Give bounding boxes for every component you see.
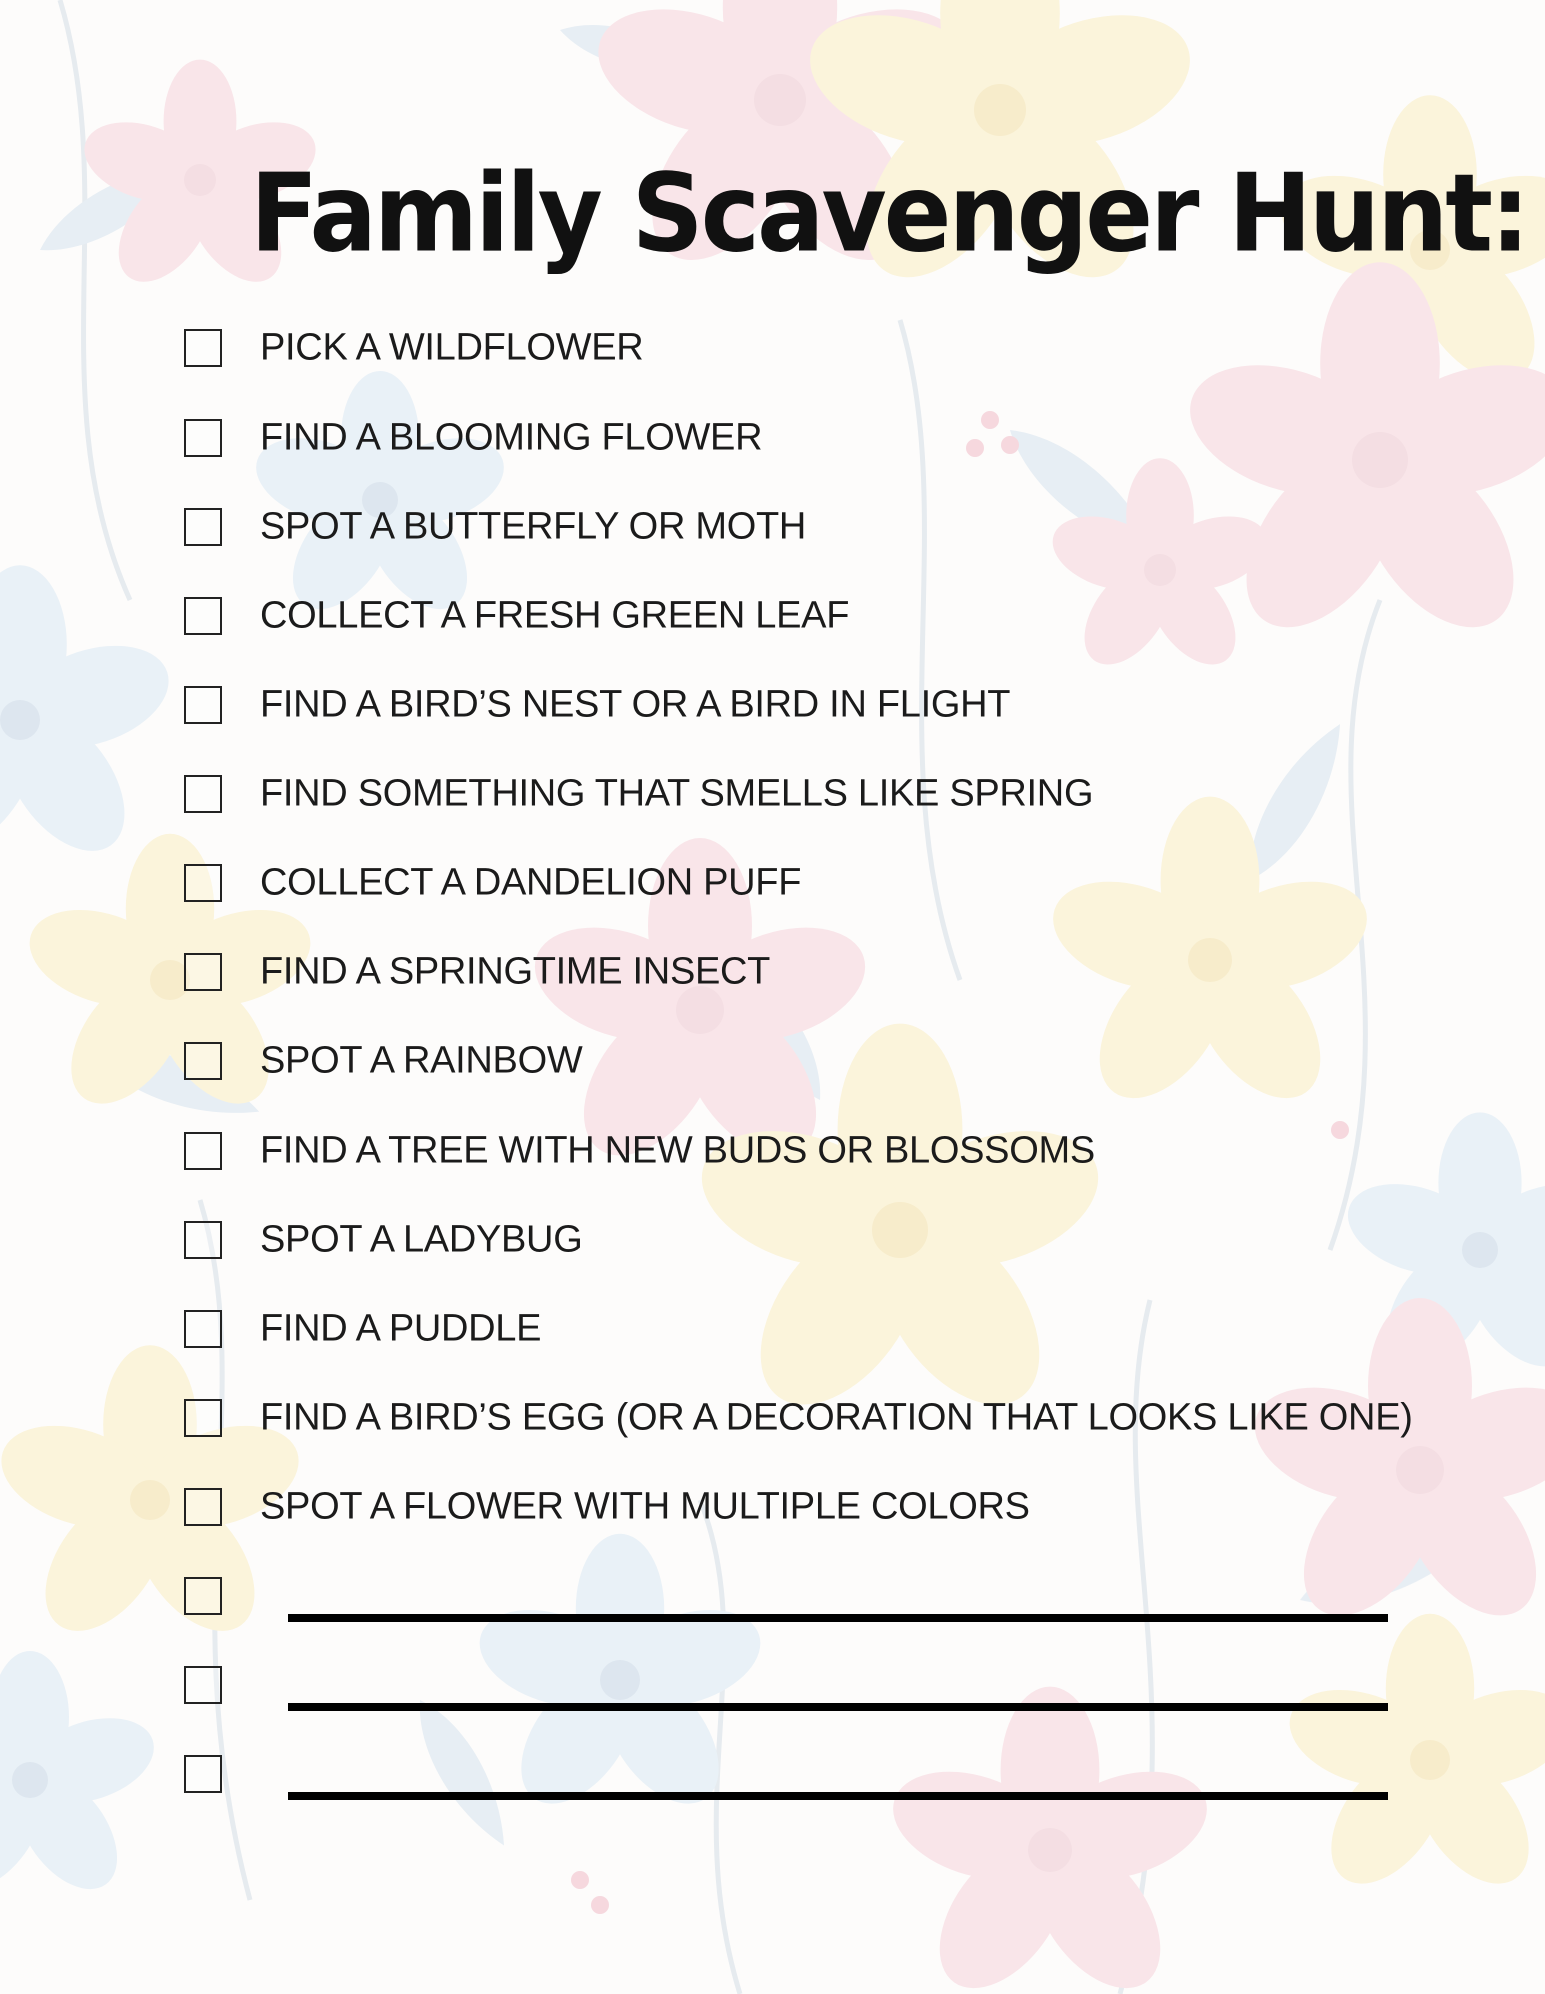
checklist-item-label: SPOT A RAINBOW	[260, 1039, 583, 1082]
checklist-item[interactable]	[184, 416, 763, 460]
checkbox[interactable]	[184, 953, 222, 991]
checklist-item-label: PICK A WILDFLOWER	[260, 326, 644, 369]
write-in-line[interactable]	[288, 1792, 1388, 1800]
checklist-item[interactable]	[184, 1129, 1095, 1173]
write-in-line[interactable]	[288, 1703, 1388, 1711]
checklist-item-label: COLLECT A FRESH GREEN LEAF	[260, 594, 850, 637]
checkbox[interactable]	[184, 1488, 222, 1526]
checkbox[interactable]	[184, 1042, 222, 1080]
checkbox[interactable]	[184, 508, 222, 546]
checkbox[interactable]	[184, 1132, 222, 1170]
checklist-item[interactable]	[184, 772, 1094, 816]
checkbox[interactable]	[184, 1755, 222, 1793]
blank-checklist-item[interactable]	[184, 1752, 222, 1796]
checkbox[interactable]	[184, 329, 222, 367]
checklist-item[interactable]	[184, 861, 802, 905]
checklist-item-label: FIND A TREE WITH NEW BUDS OR BLOSSOMS	[260, 1129, 1095, 1172]
checklist-item[interactable]	[184, 950, 771, 994]
checklist-item[interactable]	[184, 683, 1011, 727]
checklist-item-label: SPOT A LADYBUG	[260, 1218, 583, 1261]
checklist-item-label: SPOT A BUTTERFLY OR MOTH	[260, 505, 807, 548]
blank-checklist-item[interactable]	[184, 1663, 222, 1707]
checkbox[interactable]	[184, 1399, 222, 1437]
checklist-item-label: SPOT A FLOWER WITH MULTIPLE COLORS	[260, 1485, 1030, 1528]
checklist-item-label: FIND A BIRD’S EGG (OR A DECORATION THAT LOOKS LIKE ONE)	[260, 1396, 1413, 1439]
checklist-item[interactable]	[184, 594, 850, 638]
checklist-item-label: FIND A BLOOMING FLOWER	[260, 416, 763, 459]
checklist-item-label: FIND A SPRINGTIME INSECT	[260, 950, 771, 993]
checkbox[interactable]	[184, 1221, 222, 1259]
checklist-item-label: COLLECT A DANDELION PUFF	[260, 861, 802, 904]
checklist-item[interactable]	[184, 1396, 1413, 1440]
checklist-item[interactable]	[184, 1307, 542, 1351]
checklist-item-label: FIND A PUDDLE	[260, 1307, 542, 1350]
write-in-line[interactable]	[288, 1614, 1388, 1622]
checklist-item-label: FIND SOMETHING THAT SMELLS LIKE SPRING	[260, 772, 1094, 815]
checklist-item[interactable]	[184, 1218, 583, 1262]
checkbox[interactable]	[184, 1577, 222, 1615]
checklist-item[interactable]	[184, 505, 807, 549]
checkbox[interactable]	[184, 597, 222, 635]
checkbox[interactable]	[184, 686, 222, 724]
checklist-item-label: FIND A BIRD’S NEST OR A BIRD IN FLIGHT	[260, 683, 1011, 726]
checkbox[interactable]	[184, 864, 222, 902]
checklist-item[interactable]	[184, 1485, 1030, 1529]
checklist-item[interactable]	[184, 1039, 583, 1083]
checklist-item[interactable]	[184, 326, 644, 370]
checkbox[interactable]	[184, 1666, 222, 1704]
page-title: Family Scavenger Hunt:	[250, 150, 1528, 277]
checkbox[interactable]	[184, 1310, 222, 1348]
blank-checklist-item[interactable]	[184, 1574, 222, 1618]
checkbox[interactable]	[184, 775, 222, 813]
checkbox[interactable]	[184, 419, 222, 457]
